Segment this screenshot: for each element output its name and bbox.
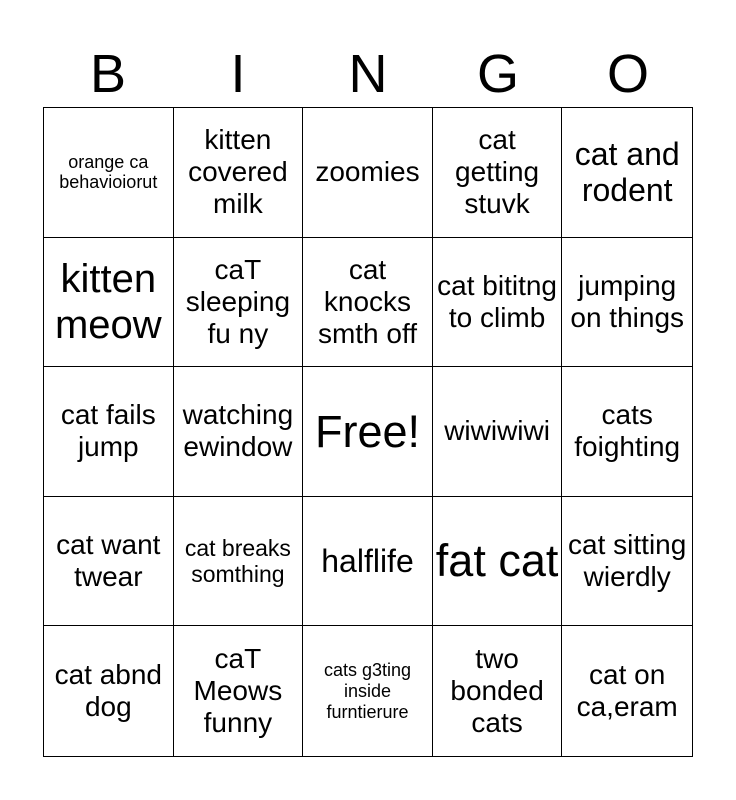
bingo-cell[interactable] [44,238,174,368]
bingo-cell[interactable] [174,367,304,497]
bingo-cell-label: Free! [314,405,420,457]
bingo-cell-label: jumping on things [570,269,685,333]
header-letter-i: I [230,44,246,104]
bingo-cell-label: cat knocks smth off [317,253,418,349]
bingo-cell[interactable] [44,626,174,756]
bingo-cell[interactable] [174,497,304,627]
bingo-cell[interactable] [174,238,304,368]
bingo-cell[interactable] [562,367,692,497]
bingo-cell-label: wiwiwiwi [444,415,550,447]
bingo-cell-label: cat sitting wierdly [568,528,687,593]
bingo-cell[interactable] [44,497,174,627]
bingo-cell[interactable] [303,238,433,368]
bingo-cell-label: cats foighting [574,399,681,463]
bingo-cell-label: caT sleeping fu ny [185,253,291,349]
bingo-cell[interactable] [562,238,692,368]
bingo-cell[interactable] [433,497,563,627]
bingo-cell-label: cat abnd dog [54,659,162,723]
bingo-cell[interactable] [562,497,692,627]
bingo-board [43,107,693,757]
header-letter-b: B [89,44,127,104]
bingo-cell[interactable] [303,626,433,756]
bingo-cell[interactable] [44,367,174,497]
bingo-cell[interactable] [433,367,563,497]
bingo-cell[interactable] [303,108,433,238]
header-letter-n: N [348,44,388,104]
bingo-cell-label: kitten covered milk [188,124,288,220]
bingo-cell-label: cat breaks somthing [184,534,291,588]
bingo-cell-label: fat cat [435,535,559,587]
bingo-cell-label: kitten meow [54,256,162,347]
bingo-cell[interactable] [433,108,563,238]
bingo-cell[interactable] [303,497,433,627]
bingo-cell-label: cat bititng to climb [437,269,558,333]
header-letter-g: G [476,44,519,104]
bingo-cell-label: watching ewindow [182,399,294,463]
bingo-cell[interactable] [433,626,563,756]
bingo-cell-label: cat on ca,eram [576,659,678,723]
bingo-cell[interactable] [174,626,304,756]
bingo-cell[interactable] [562,626,692,756]
bingo-cell-label: cat fails jump [60,399,156,463]
bingo-header [43,40,693,108]
bingo-cell-label: zoomies [315,156,420,188]
bingo-cell[interactable] [433,238,563,368]
bingo-cell-label: orange ca behavioiorut [59,151,158,193]
bingo-cell[interactable] [174,108,304,238]
bingo-cell[interactable] [562,108,692,238]
bingo-cell-label: caT Meows funny [193,642,283,739]
bingo-cell-label: cat want twear [56,528,161,593]
bingo-cell-label: cat and rodent [574,135,680,209]
bingo-cell-label: cats g3ting inside furntierure [323,660,412,722]
bingo-cell-label: two bonded cats [450,642,544,739]
bingo-cell-label: halflife [321,542,414,579]
bingo-cell[interactable] [44,108,174,238]
bingo-cell-label: cat getting stuvk [455,124,540,220]
header-letter-o: O [606,44,649,104]
free-space-cell[interactable] [303,367,433,497]
